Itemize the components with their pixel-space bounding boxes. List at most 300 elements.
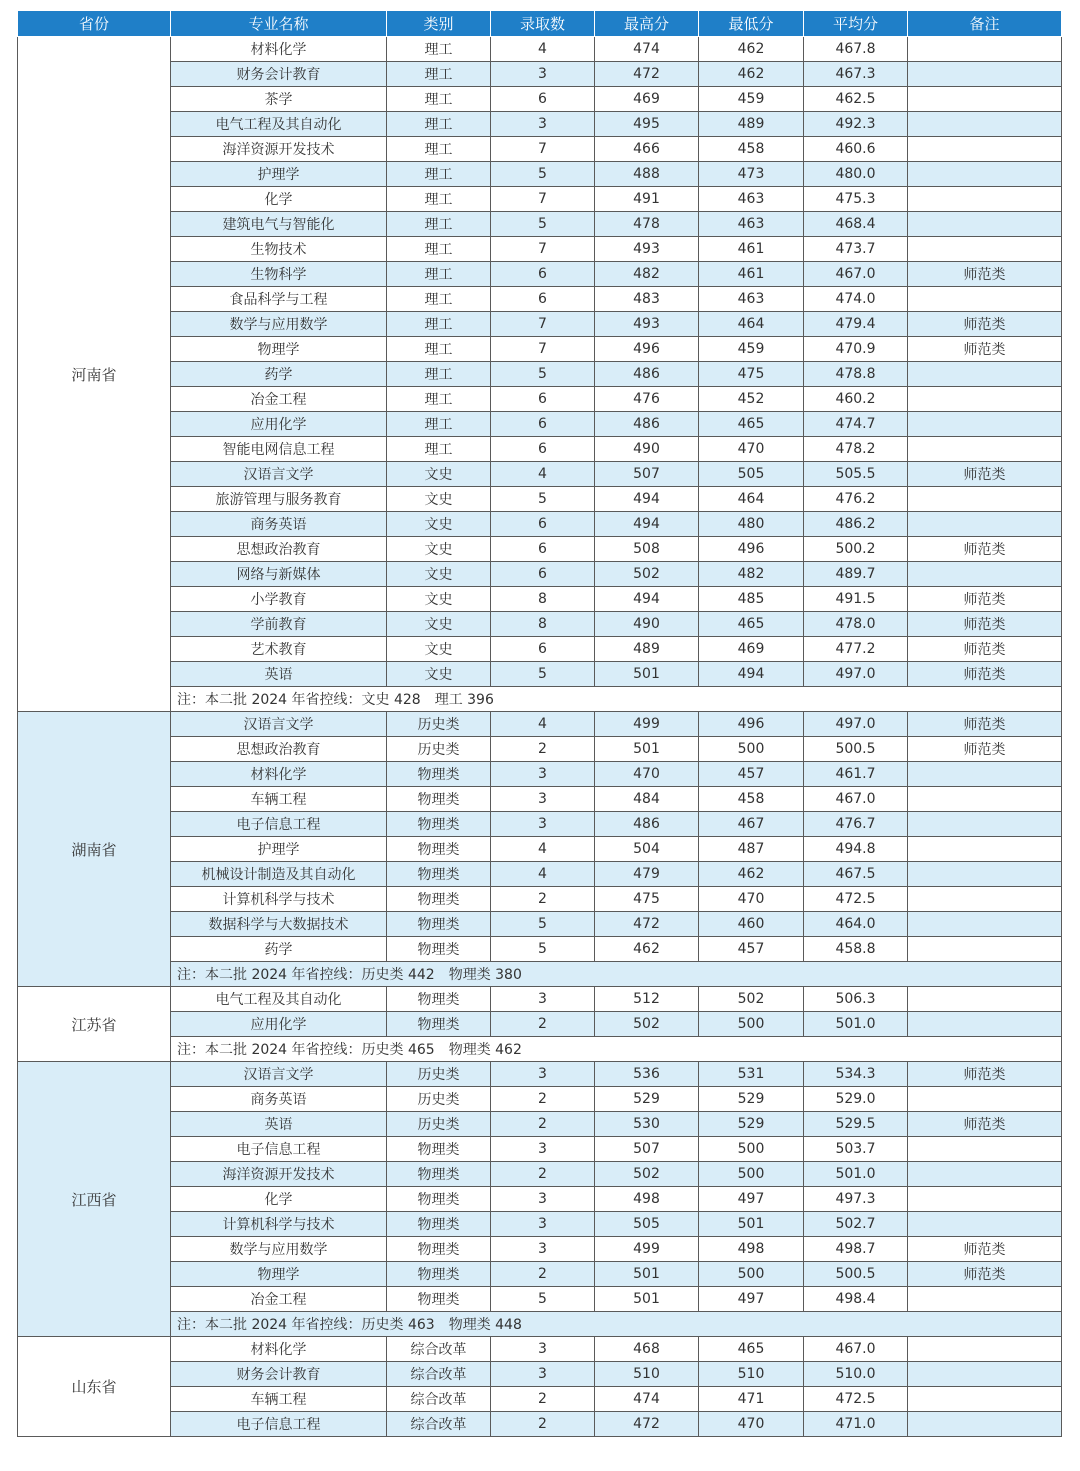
max-score-cell: 493 xyxy=(595,312,699,337)
remarks-cell xyxy=(908,512,1062,537)
max-score-cell: 491 xyxy=(595,187,699,212)
max-score-cell: 486 xyxy=(595,812,699,837)
major-name-cell: 电子信息工程 xyxy=(171,1137,387,1162)
major-name-cell: 生物技术 xyxy=(171,237,387,262)
remarks-cell: 师范类 xyxy=(908,612,1062,637)
admitted-count-cell: 4 xyxy=(491,837,595,862)
remarks-cell: 师范类 xyxy=(908,1262,1062,1287)
category-cell: 物理类 xyxy=(387,887,491,912)
avg-score-cell: 467.3 xyxy=(804,62,908,87)
remarks-cell xyxy=(908,412,1062,437)
table-row xyxy=(18,512,1062,537)
max-score-cell: 512 xyxy=(595,987,699,1012)
avg-score-cell: 478.0 xyxy=(804,612,908,637)
avg-score-cell: 534.3 xyxy=(804,1062,908,1087)
max-score-cell: 508 xyxy=(595,537,699,562)
table-row xyxy=(18,462,1062,487)
table-row xyxy=(18,1012,1062,1037)
avg-score-cell: 479.4 xyxy=(804,312,908,337)
avg-score-cell: 494.8 xyxy=(804,837,908,862)
max-score-cell: 507 xyxy=(595,1137,699,1162)
remarks-cell: 师范类 xyxy=(908,737,1062,762)
avg-score-cell: 474.0 xyxy=(804,287,908,312)
province-cell: 河南省 xyxy=(18,37,171,712)
max-score-cell: 474 xyxy=(595,37,699,62)
admitted-count-cell: 5 xyxy=(491,662,595,687)
category-cell: 物理类 xyxy=(387,937,491,962)
admitted-count-cell: 2 xyxy=(491,737,595,762)
min-score-cell: 470 xyxy=(699,887,804,912)
max-score-cell: 494 xyxy=(595,512,699,537)
avg-score-cell: 476.2 xyxy=(804,487,908,512)
category-cell: 文史 xyxy=(387,587,491,612)
max-score-cell: 486 xyxy=(595,362,699,387)
remarks-cell: 师范类 xyxy=(908,662,1062,687)
remarks-cell xyxy=(908,887,1062,912)
max-score-cell: 529 xyxy=(595,1087,699,1112)
category-cell: 物理类 xyxy=(387,1187,491,1212)
table-row xyxy=(18,712,1062,737)
major-name-cell: 汉语言文学 xyxy=(171,712,387,737)
category-cell: 历史类 xyxy=(387,1087,491,1112)
min-score-cell: 502 xyxy=(699,987,804,1012)
remarks-cell xyxy=(908,1212,1062,1237)
major-name-cell: 商务英语 xyxy=(171,1087,387,1112)
category-cell: 物理类 xyxy=(387,1137,491,1162)
table-row xyxy=(18,262,1062,287)
table-row xyxy=(18,412,1062,437)
remarks-cell xyxy=(908,387,1062,412)
max-score-cell: 501 xyxy=(595,662,699,687)
category-cell: 综合改革 xyxy=(387,1337,491,1362)
category-cell: 理工 xyxy=(387,287,491,312)
avg-score-cell: 491.5 xyxy=(804,587,908,612)
admitted-count-cell: 5 xyxy=(491,937,595,962)
major-name-cell: 车辆工程 xyxy=(171,1387,387,1412)
remarks-cell xyxy=(908,137,1062,162)
avg-score-cell: 501.0 xyxy=(804,1162,908,1187)
max-score-cell: 499 xyxy=(595,712,699,737)
table-row xyxy=(18,1087,1062,1112)
remarks-cell xyxy=(908,1187,1062,1212)
category-cell: 理工 xyxy=(387,87,491,112)
remarks-cell xyxy=(908,212,1062,237)
table-row xyxy=(18,1362,1062,1387)
category-cell: 文史 xyxy=(387,462,491,487)
major-name-cell: 冶金工程 xyxy=(171,1287,387,1312)
max-score-cell: 530 xyxy=(595,1112,699,1137)
major-name-cell: 数学与应用数学 xyxy=(171,1237,387,1262)
control-line-note: 注：本二批 2024 年省控线：历史类 463 物理类 448 xyxy=(171,1312,1062,1337)
avg-score-cell: 497.0 xyxy=(804,712,908,737)
avg-score-cell: 467.5 xyxy=(804,862,908,887)
table-row xyxy=(18,562,1062,587)
category-cell: 理工 xyxy=(387,412,491,437)
remarks-cell xyxy=(908,487,1062,512)
admitted-count-cell: 3 xyxy=(491,1137,595,1162)
admitted-count-cell: 4 xyxy=(491,37,595,62)
remarks-cell xyxy=(908,562,1062,587)
max-score-cell: 488 xyxy=(595,162,699,187)
admitted-count-cell: 3 xyxy=(491,787,595,812)
major-name-cell: 计算机科学与技术 xyxy=(171,1212,387,1237)
table-row xyxy=(18,537,1062,562)
category-cell: 文史 xyxy=(387,512,491,537)
max-score-cell: 493 xyxy=(595,237,699,262)
table-row xyxy=(18,1237,1062,1262)
min-score-cell: 473 xyxy=(699,162,804,187)
table-row xyxy=(18,187,1062,212)
major-name-cell: 电子信息工程 xyxy=(171,1412,387,1437)
table-row xyxy=(18,1387,1062,1412)
table-body xyxy=(18,37,1062,1437)
remarks-cell xyxy=(908,62,1062,87)
category-cell: 历史类 xyxy=(387,737,491,762)
category-cell: 物理类 xyxy=(387,1162,491,1187)
min-score-cell: 531 xyxy=(699,1062,804,1087)
min-score-cell: 461 xyxy=(699,262,804,287)
min-score-cell: 498 xyxy=(699,1237,804,1262)
admitted-count-cell: 2 xyxy=(491,1412,595,1437)
min-score-cell: 482 xyxy=(699,562,804,587)
admitted-count-cell: 2 xyxy=(491,887,595,912)
admitted-count-cell: 3 xyxy=(491,62,595,87)
avg-score-cell: 500.5 xyxy=(804,737,908,762)
major-name-cell: 数据科学与大数据技术 xyxy=(171,912,387,937)
min-score-cell: 529 xyxy=(699,1112,804,1137)
remarks-cell xyxy=(908,812,1062,837)
category-cell: 物理类 xyxy=(387,1287,491,1312)
major-name-cell: 艺术教育 xyxy=(171,637,387,662)
major-name-cell: 食品科学与工程 xyxy=(171,287,387,312)
avg-score-cell: 473.7 xyxy=(804,237,908,262)
table-row xyxy=(18,137,1062,162)
table-row xyxy=(18,337,1062,362)
max-score-cell: 483 xyxy=(595,287,699,312)
major-name-cell: 英语 xyxy=(171,1112,387,1137)
major-name-cell: 物理学 xyxy=(171,1262,387,1287)
max-score-cell: 478 xyxy=(595,212,699,237)
admitted-count-cell: 4 xyxy=(491,862,595,887)
province-cell: 湖南省 xyxy=(18,712,171,987)
min-score-cell: 462 xyxy=(699,37,804,62)
remarks-cell xyxy=(908,362,1062,387)
major-name-cell: 材料化学 xyxy=(171,37,387,62)
category-cell: 物理类 xyxy=(387,812,491,837)
admitted-count-cell: 6 xyxy=(491,537,595,562)
admitted-count-cell: 3 xyxy=(491,1212,595,1237)
table-row xyxy=(18,812,1062,837)
avg-score-cell: 503.7 xyxy=(804,1137,908,1162)
category-cell: 文史 xyxy=(387,637,491,662)
max-score-cell: 494 xyxy=(595,587,699,612)
table-row xyxy=(18,112,1062,137)
min-score-cell: 489 xyxy=(699,112,804,137)
remarks-cell xyxy=(908,37,1062,62)
remarks-cell xyxy=(908,437,1062,462)
major-name-cell: 数学与应用数学 xyxy=(171,312,387,337)
min-score-cell: 457 xyxy=(699,762,804,787)
province-cell: 江西省 xyxy=(18,1062,171,1337)
major-name-cell: 生物科学 xyxy=(171,262,387,287)
major-name-cell: 机械设计制造及其自动化 xyxy=(171,862,387,887)
min-score-cell: 510 xyxy=(699,1362,804,1387)
max-score-cell: 472 xyxy=(595,62,699,87)
min-score-cell: 462 xyxy=(699,62,804,87)
table-row xyxy=(18,637,1062,662)
admitted-count-cell: 3 xyxy=(491,1362,595,1387)
admitted-count-cell: 3 xyxy=(491,1237,595,1262)
remarks-cell xyxy=(908,287,1062,312)
category-cell: 理工 xyxy=(387,37,491,62)
min-score-cell: 465 xyxy=(699,612,804,637)
avg-score-cell: 460.2 xyxy=(804,387,908,412)
admitted-count-cell: 6 xyxy=(491,287,595,312)
table-row xyxy=(18,662,1062,687)
header-avg-score: 平均分 xyxy=(804,11,908,37)
min-score-cell: 496 xyxy=(699,712,804,737)
admitted-count-cell: 3 xyxy=(491,1187,595,1212)
avg-score-cell: 467.8 xyxy=(804,37,908,62)
major-name-cell: 英语 xyxy=(171,662,387,687)
min-score-cell: 465 xyxy=(699,1337,804,1362)
admitted-count-cell: 6 xyxy=(491,387,595,412)
min-score-cell: 470 xyxy=(699,1412,804,1437)
avg-score-cell: 464.0 xyxy=(804,912,908,937)
category-cell: 理工 xyxy=(387,212,491,237)
max-score-cell: 510 xyxy=(595,1362,699,1387)
min-score-cell: 505 xyxy=(699,462,804,487)
avg-score-cell: 471.0 xyxy=(804,1412,908,1437)
avg-score-cell: 498.4 xyxy=(804,1287,908,1312)
category-cell: 理工 xyxy=(387,237,491,262)
admission-scores-table-container xyxy=(17,11,1061,1437)
min-score-cell: 487 xyxy=(699,837,804,862)
max-score-cell: 466 xyxy=(595,137,699,162)
table-row xyxy=(18,762,1062,787)
max-score-cell: 462 xyxy=(595,937,699,962)
max-score-cell: 499 xyxy=(595,1237,699,1262)
category-cell: 物理类 xyxy=(387,987,491,1012)
category-cell: 历史类 xyxy=(387,712,491,737)
remarks-cell: 师范类 xyxy=(908,587,1062,612)
category-cell: 物理类 xyxy=(387,837,491,862)
admitted-count-cell: 5 xyxy=(491,362,595,387)
remarks-cell xyxy=(908,1012,1062,1037)
table-row xyxy=(18,162,1062,187)
table-row xyxy=(18,587,1062,612)
major-name-cell: 小学教育 xyxy=(171,587,387,612)
max-score-cell: 469 xyxy=(595,87,699,112)
max-score-cell: 486 xyxy=(595,412,699,437)
min-score-cell: 480 xyxy=(699,512,804,537)
major-name-cell: 材料化学 xyxy=(171,762,387,787)
admitted-count-cell: 5 xyxy=(491,212,595,237)
min-score-cell: 500 xyxy=(699,737,804,762)
major-name-cell: 药学 xyxy=(171,362,387,387)
max-score-cell: 479 xyxy=(595,862,699,887)
category-cell: 理工 xyxy=(387,112,491,137)
remarks-cell xyxy=(908,1287,1062,1312)
min-score-cell: 465 xyxy=(699,412,804,437)
major-name-cell: 网络与新媒体 xyxy=(171,562,387,587)
min-score-cell: 496 xyxy=(699,537,804,562)
category-cell: 物理类 xyxy=(387,762,491,787)
remarks-cell: 师范类 xyxy=(908,637,1062,662)
admitted-count-cell: 6 xyxy=(491,637,595,662)
major-name-cell: 思想政治教育 xyxy=(171,737,387,762)
admitted-count-cell: 2 xyxy=(491,1012,595,1037)
admitted-count-cell: 6 xyxy=(491,412,595,437)
major-name-cell: 护理学 xyxy=(171,837,387,862)
table-row xyxy=(18,1337,1062,1362)
major-name-cell: 建筑电气与智能化 xyxy=(171,212,387,237)
major-name-cell: 汉语言文学 xyxy=(171,1062,387,1087)
category-cell: 理工 xyxy=(387,362,491,387)
admitted-count-cell: 3 xyxy=(491,812,595,837)
major-name-cell: 汉语言文学 xyxy=(171,462,387,487)
avg-score-cell: 472.5 xyxy=(804,887,908,912)
note-row xyxy=(18,962,1062,987)
category-cell: 历史类 xyxy=(387,1062,491,1087)
admitted-count-cell: 7 xyxy=(491,137,595,162)
category-cell: 物理类 xyxy=(387,1212,491,1237)
major-name-cell: 财务会计教育 xyxy=(171,62,387,87)
control-line-note: 注：本二批 2024 年省控线：文史 428 理工 396 xyxy=(171,687,1062,712)
max-score-cell: 489 xyxy=(595,637,699,662)
major-name-cell: 海洋资源开发技术 xyxy=(171,1162,387,1187)
avg-score-cell: 468.4 xyxy=(804,212,908,237)
min-score-cell: 463 xyxy=(699,187,804,212)
remarks-cell xyxy=(908,1137,1062,1162)
category-cell: 理工 xyxy=(387,312,491,337)
max-score-cell: 472 xyxy=(595,1412,699,1437)
remarks-cell xyxy=(908,187,1062,212)
min-score-cell: 464 xyxy=(699,312,804,337)
remarks-cell xyxy=(908,912,1062,937)
admitted-count-cell: 3 xyxy=(491,987,595,1012)
admitted-count-cell: 7 xyxy=(491,312,595,337)
category-cell: 物理类 xyxy=(387,1262,491,1287)
remarks-cell xyxy=(908,837,1062,862)
category-cell: 物理类 xyxy=(387,862,491,887)
admitted-count-cell: 5 xyxy=(491,912,595,937)
major-name-cell: 护理学 xyxy=(171,162,387,187)
max-score-cell: 490 xyxy=(595,612,699,637)
max-score-cell: 494 xyxy=(595,487,699,512)
avg-score-cell: 505.5 xyxy=(804,462,908,487)
avg-score-cell: 461.7 xyxy=(804,762,908,787)
max-score-cell: 476 xyxy=(595,387,699,412)
min-score-cell: 497 xyxy=(699,1187,804,1212)
remarks-cell xyxy=(908,987,1062,1012)
major-name-cell: 电气工程及其自动化 xyxy=(171,987,387,1012)
header-max-score: 最高分 xyxy=(595,11,699,37)
table-row xyxy=(18,937,1062,962)
category-cell: 物理类 xyxy=(387,1237,491,1262)
remarks-cell xyxy=(908,1162,1062,1187)
table-row xyxy=(18,362,1062,387)
header-min-score: 最低分 xyxy=(699,11,804,37)
remarks-cell: 师范类 xyxy=(908,462,1062,487)
min-score-cell: 500 xyxy=(699,1262,804,1287)
table-row xyxy=(18,1262,1062,1287)
max-score-cell: 501 xyxy=(595,1262,699,1287)
province-cell: 江苏省 xyxy=(18,987,171,1062)
admission-scores-table xyxy=(17,11,1062,1437)
table-row xyxy=(18,912,1062,937)
admitted-count-cell: 4 xyxy=(491,712,595,737)
min-score-cell: 458 xyxy=(699,137,804,162)
avg-score-cell: 510.0 xyxy=(804,1362,908,1387)
major-name-cell: 计算机科学与技术 xyxy=(171,887,387,912)
max-score-cell: 502 xyxy=(595,1012,699,1037)
avg-score-cell: 529.5 xyxy=(804,1112,908,1137)
category-cell: 物理类 xyxy=(387,787,491,812)
max-score-cell: 490 xyxy=(595,437,699,462)
max-score-cell: 504 xyxy=(595,837,699,862)
max-score-cell: 536 xyxy=(595,1062,699,1087)
min-score-cell: 470 xyxy=(699,437,804,462)
header-remarks: 备注 xyxy=(908,11,1062,37)
max-score-cell: 470 xyxy=(595,762,699,787)
admitted-count-cell: 3 xyxy=(491,1337,595,1362)
min-score-cell: 475 xyxy=(699,362,804,387)
remarks-cell xyxy=(908,862,1062,887)
avg-score-cell: 492.3 xyxy=(804,112,908,137)
header-major-name: 专业名称 xyxy=(171,11,387,37)
max-score-cell: 496 xyxy=(595,337,699,362)
category-cell: 理工 xyxy=(387,62,491,87)
category-cell: 综合改革 xyxy=(387,1412,491,1437)
min-score-cell: 452 xyxy=(699,387,804,412)
category-cell: 文史 xyxy=(387,612,491,637)
category-cell: 综合改革 xyxy=(387,1387,491,1412)
table-row xyxy=(18,887,1062,912)
admitted-count-cell: 6 xyxy=(491,512,595,537)
category-cell: 理工 xyxy=(387,162,491,187)
category-cell: 文史 xyxy=(387,537,491,562)
min-score-cell: 459 xyxy=(699,87,804,112)
category-cell: 综合改革 xyxy=(387,1362,491,1387)
admitted-count-cell: 7 xyxy=(491,237,595,262)
min-score-cell: 471 xyxy=(699,1387,804,1412)
major-name-cell: 电子信息工程 xyxy=(171,812,387,837)
avg-score-cell: 480.0 xyxy=(804,162,908,187)
max-score-cell: 498 xyxy=(595,1187,699,1212)
table-row xyxy=(18,212,1062,237)
remarks-cell: 师范类 xyxy=(908,1112,1062,1137)
major-name-cell: 冶金工程 xyxy=(171,387,387,412)
table-row xyxy=(18,37,1062,62)
category-cell: 文史 xyxy=(387,487,491,512)
category-cell: 物理类 xyxy=(387,912,491,937)
max-score-cell: 501 xyxy=(595,737,699,762)
admitted-count-cell: 8 xyxy=(491,587,595,612)
category-cell: 理工 xyxy=(387,187,491,212)
avg-score-cell: 498.7 xyxy=(804,1237,908,1262)
avg-score-cell: 506.3 xyxy=(804,987,908,1012)
remarks-cell xyxy=(908,787,1062,812)
remarks-cell xyxy=(908,1337,1062,1362)
avg-score-cell: 501.0 xyxy=(804,1012,908,1037)
major-name-cell: 思想政治教育 xyxy=(171,537,387,562)
note-row xyxy=(18,1312,1062,1337)
table-row xyxy=(18,87,1062,112)
max-score-cell: 502 xyxy=(595,562,699,587)
min-score-cell: 464 xyxy=(699,487,804,512)
avg-score-cell: 478.2 xyxy=(804,437,908,462)
